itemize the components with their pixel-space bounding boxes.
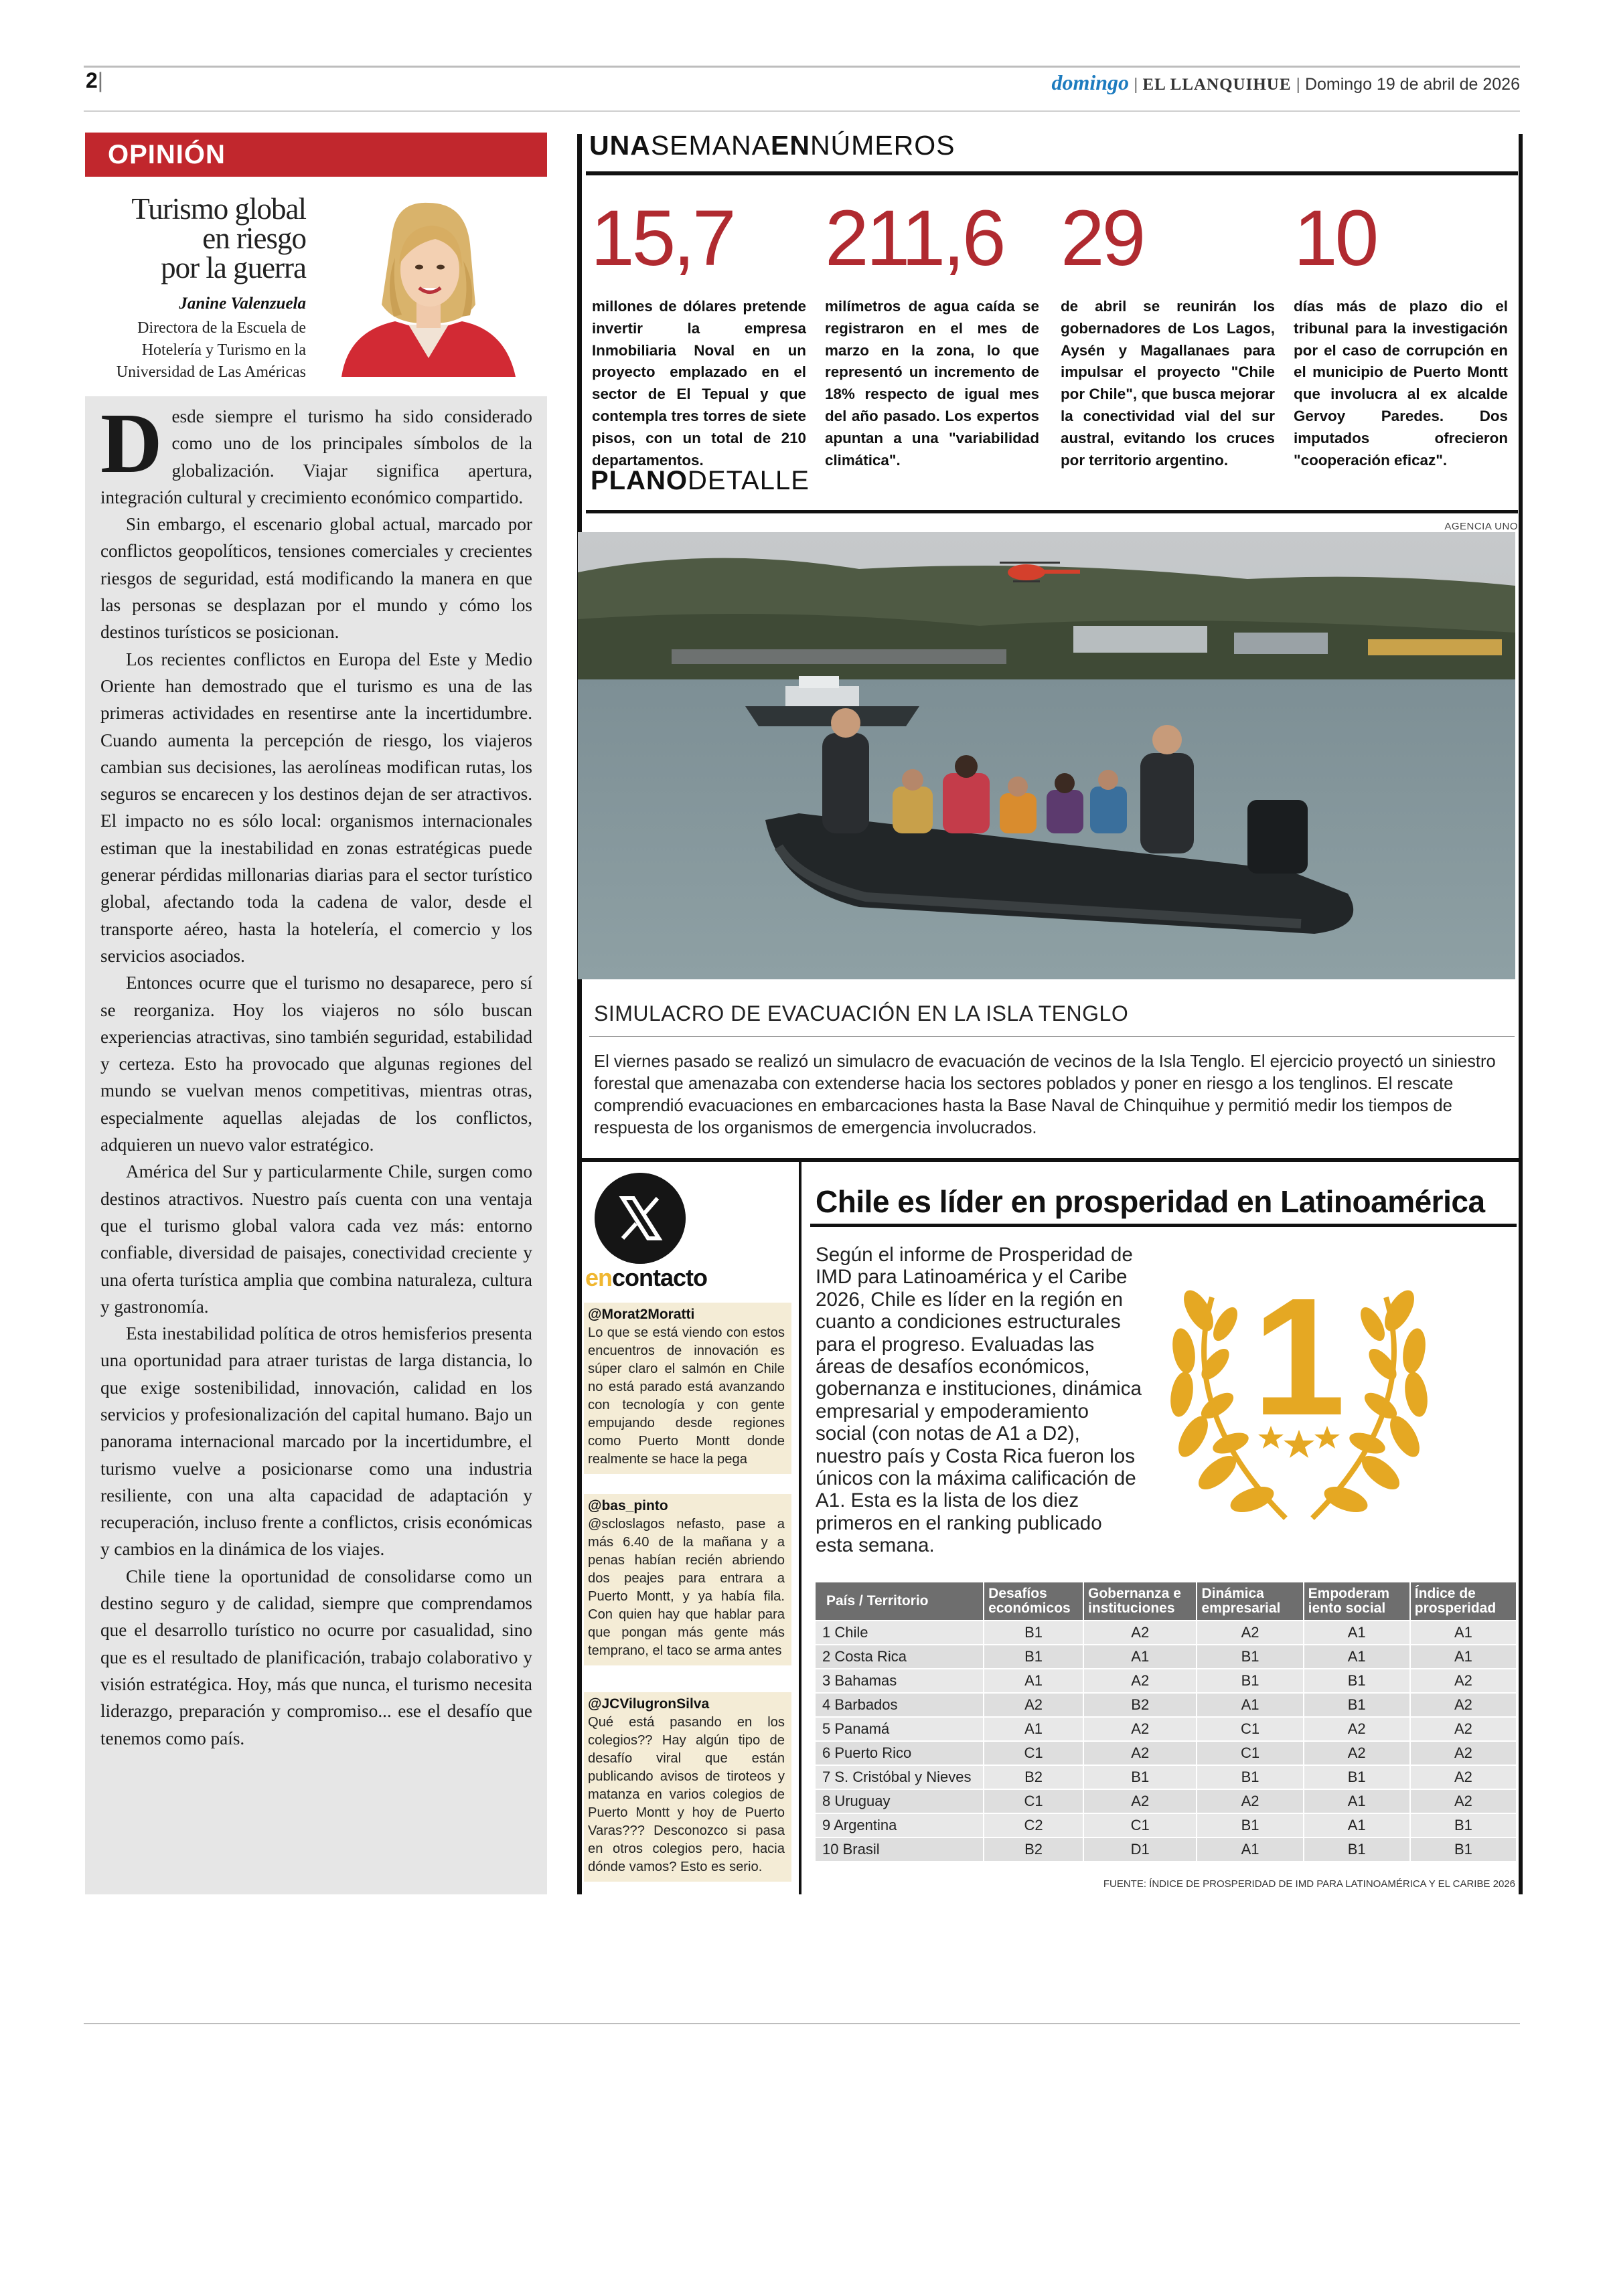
table-cell-grade: C1: [984, 1789, 1083, 1813]
table-row: [815, 1693, 1517, 1717]
opinion-title: Turismo global en riesgo por la guerra: [131, 192, 306, 284]
table-cell-grade: B1: [984, 1621, 1083, 1645]
stat-text-3: de abril se reunirán los gobernadores de Los Lagos, Aysén y Magallanaes para impulsar el proyecto "Chile por Chile", que busca mejorar la conectividad vial del sur austral, evitando los cruces por territorio argentino.: [1061, 298, 1275, 469]
table-cell-grade: C1: [1083, 1813, 1197, 1837]
table-cell-grade: B1: [1304, 1669, 1410, 1693]
table-cell-grade: A1: [984, 1669, 1083, 1693]
drop-cap: D: [100, 396, 163, 491]
table-cell-grade: B1: [1410, 1813, 1517, 1837]
opinion-paragraph: América del Sur y particularmente Chile, surgen como destinos atractivos. Nuestro país cuenta con una ventaja que el turismo global valora cada vez más: entorno confiable, diversidad de paisajes, conectividad creciente y una oferta turística amplia que combina naturaleza, cultura y gastronomía.: [100, 1161, 532, 1317]
photo-caption-text: El viernes pasado se realizó un simulacro de evacuación de vecinos de la Isla Tenglo. El ejercicio proyectó un siniestro forestal que amenazaba con extenderse hacia los sectores poblados y poner en riesgo a los tenglinos. El rescate comprendió evacuaciones en embarcaciones hasta la Base Naval de Chinquihue y permitió medir los tiempos de respuesta de los organismos de emergencia involucrados.: [594, 1052, 1496, 1137]
table-cell-country: 8 Uruguay: [815, 1789, 984, 1813]
issue-date: Domingo 19 de abril de 2026: [1304, 75, 1520, 94]
opinion-paragraph: Chile tiene la oportunidad de consolidarse como un destino seguro y de calidad, siempre que comprendamos que el desarrollo turístico no ocurre por casualidad, sino que es el resultado de planificación, trabajo colaborativo y visión estratégica. Hoy, más que nunca, el turismo necesita liderazgo, preparación y compromiso... ese el desafío que tenemos como país.: [100, 1566, 532, 1748]
laurel-number-one-icon: [1152, 1250, 1446, 1545]
table-header: Dinámica empresarial: [1197, 1582, 1303, 1621]
table-cell-grade: A1: [1304, 1621, 1410, 1645]
table-cell-grade: A2: [1083, 1717, 1197, 1741]
author-name: Janine Valenzuela: [179, 295, 306, 313]
table-cell-grade: B1: [1083, 1765, 1197, 1789]
table-row: [815, 1717, 1517, 1741]
table-header: País / Territorio: [815, 1582, 984, 1621]
table-row: [815, 1741, 1517, 1765]
table-cell-grade: A2: [1410, 1693, 1517, 1717]
header-rule: [84, 66, 1520, 68]
opinion-paragraph: Esta inestabilidad política de otros hemisferios presenta una oportunidad para atraer turistas de larga distancia, lo que exige sostenibilidad, innovación, calidad en los servicios y profesionalización del capital humano. Bajo un panorama internacional marcado por la incertidumbre, el turismo vuelve a posicionarse como una industria resiliente, con una alta capacidad de adaptación y recuperación, incluso frente a conflictos, crisis económicas y cambios en la dinámica de los viajes.: [100, 1323, 532, 1560]
table-cell-grade: A2: [1410, 1717, 1517, 1741]
table-cell-grade: A2: [1304, 1741, 1410, 1765]
table-cell-country: 1 Chile: [815, 1621, 984, 1645]
plano-detalle-heading: PLANODETALLE: [591, 466, 810, 495]
table-cell-grade: A2: [1304, 1717, 1410, 1741]
stat-number-3: 29: [1061, 194, 1144, 282]
table-cell-grade: C1: [1197, 1717, 1303, 1741]
table-header-row: [815, 1582, 1517, 1621]
table-cell-grade: B1: [1197, 1765, 1303, 1789]
tweet-text: @scloslagos nefasto, pase a más 6.40 de la mañana y a penas habían recién abriendo dos peajes para entrara a Puerto Montt, y ya había fila. Con quien hay que hablar para que pongan más gente más temprano, el taco se arma antes: [588, 1517, 785, 1658]
table-cell-grade: B2: [984, 1837, 1083, 1862]
table-cell-grade: A1: [1197, 1693, 1303, 1717]
tweet-handle: @Morat2Moratti: [588, 1307, 695, 1322]
table-cell-grade: B1: [1304, 1693, 1410, 1717]
table-cell-country: 10 Brasil: [815, 1837, 984, 1862]
table-cell-grade: B1: [1197, 1669, 1303, 1693]
newspaper-name: EL LLANQUIHUE: [1142, 76, 1292, 94]
table-cell-grade: C1: [984, 1741, 1083, 1765]
footer-rule: [84, 2023, 1520, 2024]
table-cell-grade: B1: [1304, 1765, 1410, 1789]
table-cell-grade: B2: [1083, 1693, 1197, 1717]
prosperity-title-rule: [810, 1224, 1517, 1227]
tweet-text: Lo que se está viendo con estos encuentros de innovación es súper claro el salmón en Chile no está parado está avanzando con tecnología y con gente empujando desde regiones como Puerto Montt donde realmente se hace la pega: [588, 1325, 785, 1467]
photo-credit: AGENCIA UNO: [1444, 521, 1518, 532]
prosperity-title: Chile es líder en prosperidad en Latinoamérica: [816, 1184, 1485, 1219]
numbers-section-heading: UNASEMANAENNÚMEROS: [589, 130, 955, 161]
numbers-heading-rule: [586, 171, 1518, 175]
table-cell-country: 9 Argentina: [815, 1813, 984, 1837]
table-cell-grade: B1: [1197, 1813, 1303, 1837]
table-row: [815, 1789, 1517, 1813]
page-number: 2|: [86, 68, 104, 92]
brand-logo: domingo: [1051, 70, 1130, 94]
table-cell-grade: C2: [984, 1813, 1083, 1837]
table-row: [815, 1837, 1517, 1862]
table-cell-grade: A2: [1083, 1669, 1197, 1693]
table-cell-grade: A2: [1410, 1789, 1517, 1813]
opinion-paragraph: Sin embargo, el escenario global actual, marcado por conflictos geopolíticos, tensiones comerciales y crecientes riesgos de seguridad, está modificando la manera en que las personas se desplazan por el mundo y cómo los destinos turísticos se posicionan.: [100, 514, 532, 643]
table-cell-country: 5 Panamá: [815, 1717, 984, 1741]
table-cell-grade: A2: [1197, 1621, 1303, 1645]
table-cell-grade: B2: [984, 1765, 1083, 1789]
masthead: domingo | EL LLANQUIHUE | Domingo 19 de abril de 2026: [1051, 70, 1520, 94]
tweet-card: [584, 1692, 791, 1882]
table-source: FUENTE: ÍNDICE DE PROSPERIDAD DE IMD PARA LATINOAMÉRICA Y EL CARIBE 2026: [1103, 1878, 1515, 1890]
table-cell-country: 4 Barbados: [815, 1693, 984, 1717]
column-divider: [799, 1162, 801, 1894]
opinion-paragraph-1: Desde siempre el turismo ha sido considerado como uno de los principales símbolos de la globalización. Viajar significa apertura, integración cultural y crecimiento económico compartido.: [100, 396, 532, 507]
table-row: [815, 1669, 1517, 1693]
table-row: [815, 1765, 1517, 1789]
table-cell-grade: A2: [984, 1693, 1083, 1717]
table-header: Empoderam iento social: [1304, 1582, 1410, 1621]
table-cell-grade: A2: [1410, 1741, 1517, 1765]
table-cell-grade: A1: [984, 1717, 1083, 1741]
table-cell-grade: A1: [1304, 1645, 1410, 1669]
prosperity-text: Según el informe de Prosperidad de IMD para Latinoamérica y el Caribe 2026, Chile es líder en la región en cuanto a condiciones estructurales para el progreso. Evaluadas las áreas de desafíos económicos, gobernanza e instituciones, dinámica empresarial y empoderamiento social (con notas de A1 a D2), nuestro país y Costa Rica fueron los únicos con la máxima calificación de A1. Esta es la lista de los diez primeros en el ranking publicado esta semana.: [816, 1244, 1142, 1557]
plano-detalle-rule: [586, 510, 1518, 513]
table-cell-country: 7 S. Cristóbal y Nieves: [815, 1765, 984, 1789]
table-cell-grade: A2: [1083, 1789, 1197, 1813]
author-role: Directora de la Escuela de Hotelería y Turismo en la Universidad de Las Américas: [116, 319, 306, 381]
stat-text-4: días más de plazo dio el tribunal para la investigación por el caso de corrupción en el municipio de Puerto Montt que involucra al ex alcalde Gervoy Paredes. Dos imputados ofrecieron "cooperación eficaz".: [1294, 298, 1508, 469]
stat-number-4: 10: [1294, 194, 1377, 282]
table-cell-grade: A2: [1410, 1765, 1517, 1789]
table-cell-grade: A1: [1410, 1645, 1517, 1669]
table-cell-grade: D1: [1083, 1837, 1197, 1862]
table-cell-grade: A1: [1197, 1837, 1303, 1862]
encontacto-label: encontacto: [585, 1264, 708, 1291]
tweet-text: Qué está pasando en los colegios?? Hay algún tipo de desafío viral que están publicando avisos de tiroteos y matanza en varios colegios de Puerto Montt y hoy de Puerto Varas??? Desconozco si pasa en otros colegios pero, hacia dónde vamos? Esto es serio.: [588, 1715, 785, 1874]
table-header: Índice de prosperidad: [1410, 1582, 1517, 1621]
section-label-opinion: OPINIÓN: [85, 133, 547, 177]
table-cell-grade: A2: [1410, 1669, 1517, 1693]
table-cell-country: 6 Puerto Rico: [815, 1741, 984, 1765]
author-portrait: [328, 197, 524, 377]
table-header: Desafíos económicos: [984, 1582, 1083, 1621]
table-cell-grade: A2: [1083, 1621, 1197, 1645]
header-rule-bottom: [84, 110, 1520, 112]
table-row: [815, 1621, 1517, 1645]
opinion-article-body: [100, 396, 532, 1752]
tweet-handle: @bas_pinto: [588, 1498, 668, 1513]
tweet-card: [584, 1303, 791, 1474]
table-cell-country: 2 Costa Rica: [815, 1645, 984, 1669]
table-cell-grade: A1: [1083, 1645, 1197, 1669]
stat-number-2: 211,6: [825, 194, 1004, 282]
x-logo-icon: [595, 1173, 686, 1264]
table-cell-grade: B1: [1197, 1645, 1303, 1669]
table-row: [815, 1645, 1517, 1669]
stat-text-2: milímetros de agua caída se registraron en el mes de marzo en la zona, lo que representó un incremento de 18% respecto de igual mes del año pasado. Los expertos apuntan a una "variabilidad climática".: [825, 298, 1039, 469]
table-cell-country: 3 Bahamas: [815, 1669, 984, 1693]
opinion-paragraph: Los recientes conflictos en Europa del Este y Medio Oriente han demostrado que el turismo es una de las primeras actividades en resentirse ante la incertidumbre. Cuando aumenta la percepción de riesgo, los viajeros cambian sus decisiones, las aerolíneas modifican rutas, los seguros se encarecen y los destinos dejan de ser atractivos. El impacto no es sólo local: organismos internacionales estiman que la inestabilidad en zonas estratégicas puede generar pérdidas millonarias diarias para el sector turístico global, afectando toda la cadena de valor, desde el transporte aéreo, hasta la hotelería, el comercio y los servicios asociados.: [100, 649, 532, 966]
stat-text-1: millones de dólares pretende invertir la empresa Inmobiliaria Noval en un proyecto emplazado en el sector de El Tepual y que contempla tres torres de siete pisos, con un total de 210 departamentos.: [592, 298, 806, 469]
table-cell-grade: B1: [984, 1645, 1083, 1669]
tweet-handle: @JCVilugronSilva: [588, 1696, 710, 1712]
table-cell-grade: C1: [1197, 1741, 1303, 1765]
table-cell-grade: A1: [1304, 1813, 1410, 1837]
table-row: [815, 1813, 1517, 1837]
stat-number-1: 15,7: [591, 194, 734, 282]
table-cell-grade: A2: [1083, 1741, 1197, 1765]
evacuation-photo: [578, 532, 1515, 979]
prosperity-table: [814, 1581, 1517, 1862]
table-cell-grade: A2: [1197, 1789, 1303, 1813]
table-header: Gobernanza e instituciones: [1083, 1582, 1197, 1621]
table-cell-grade: A1: [1410, 1621, 1517, 1645]
table-cell-grade: A1: [1304, 1789, 1410, 1813]
tweet-card: [584, 1494, 791, 1665]
section-divider: [577, 1158, 1523, 1162]
table-cell-grade: B1: [1410, 1837, 1517, 1862]
caption-rule: [589, 1036, 1515, 1037]
opinion-paragraph: Entonces ocurre que el turismo no desaparece, pero sí se reorganiza. Hoy los viajeros no sólo buscan experiencias atractivas, sino también seguridad, estabilidad y certeza. Esto ha provocado que algunas regiones del mundo se vuelvan menos competitivas, mientras otras, especialmente aquellas alejadas de los conflictos, adquieren un nuevo valor estratégico.: [100, 973, 532, 1155]
badge-number: 1: [1252, 1263, 1346, 1450]
table-cell-grade: B1: [1304, 1837, 1410, 1862]
photo-caption-title: SIMULACRO DE EVACUACIÓN EN LA ISLA TENGLO: [594, 1001, 1129, 1026]
